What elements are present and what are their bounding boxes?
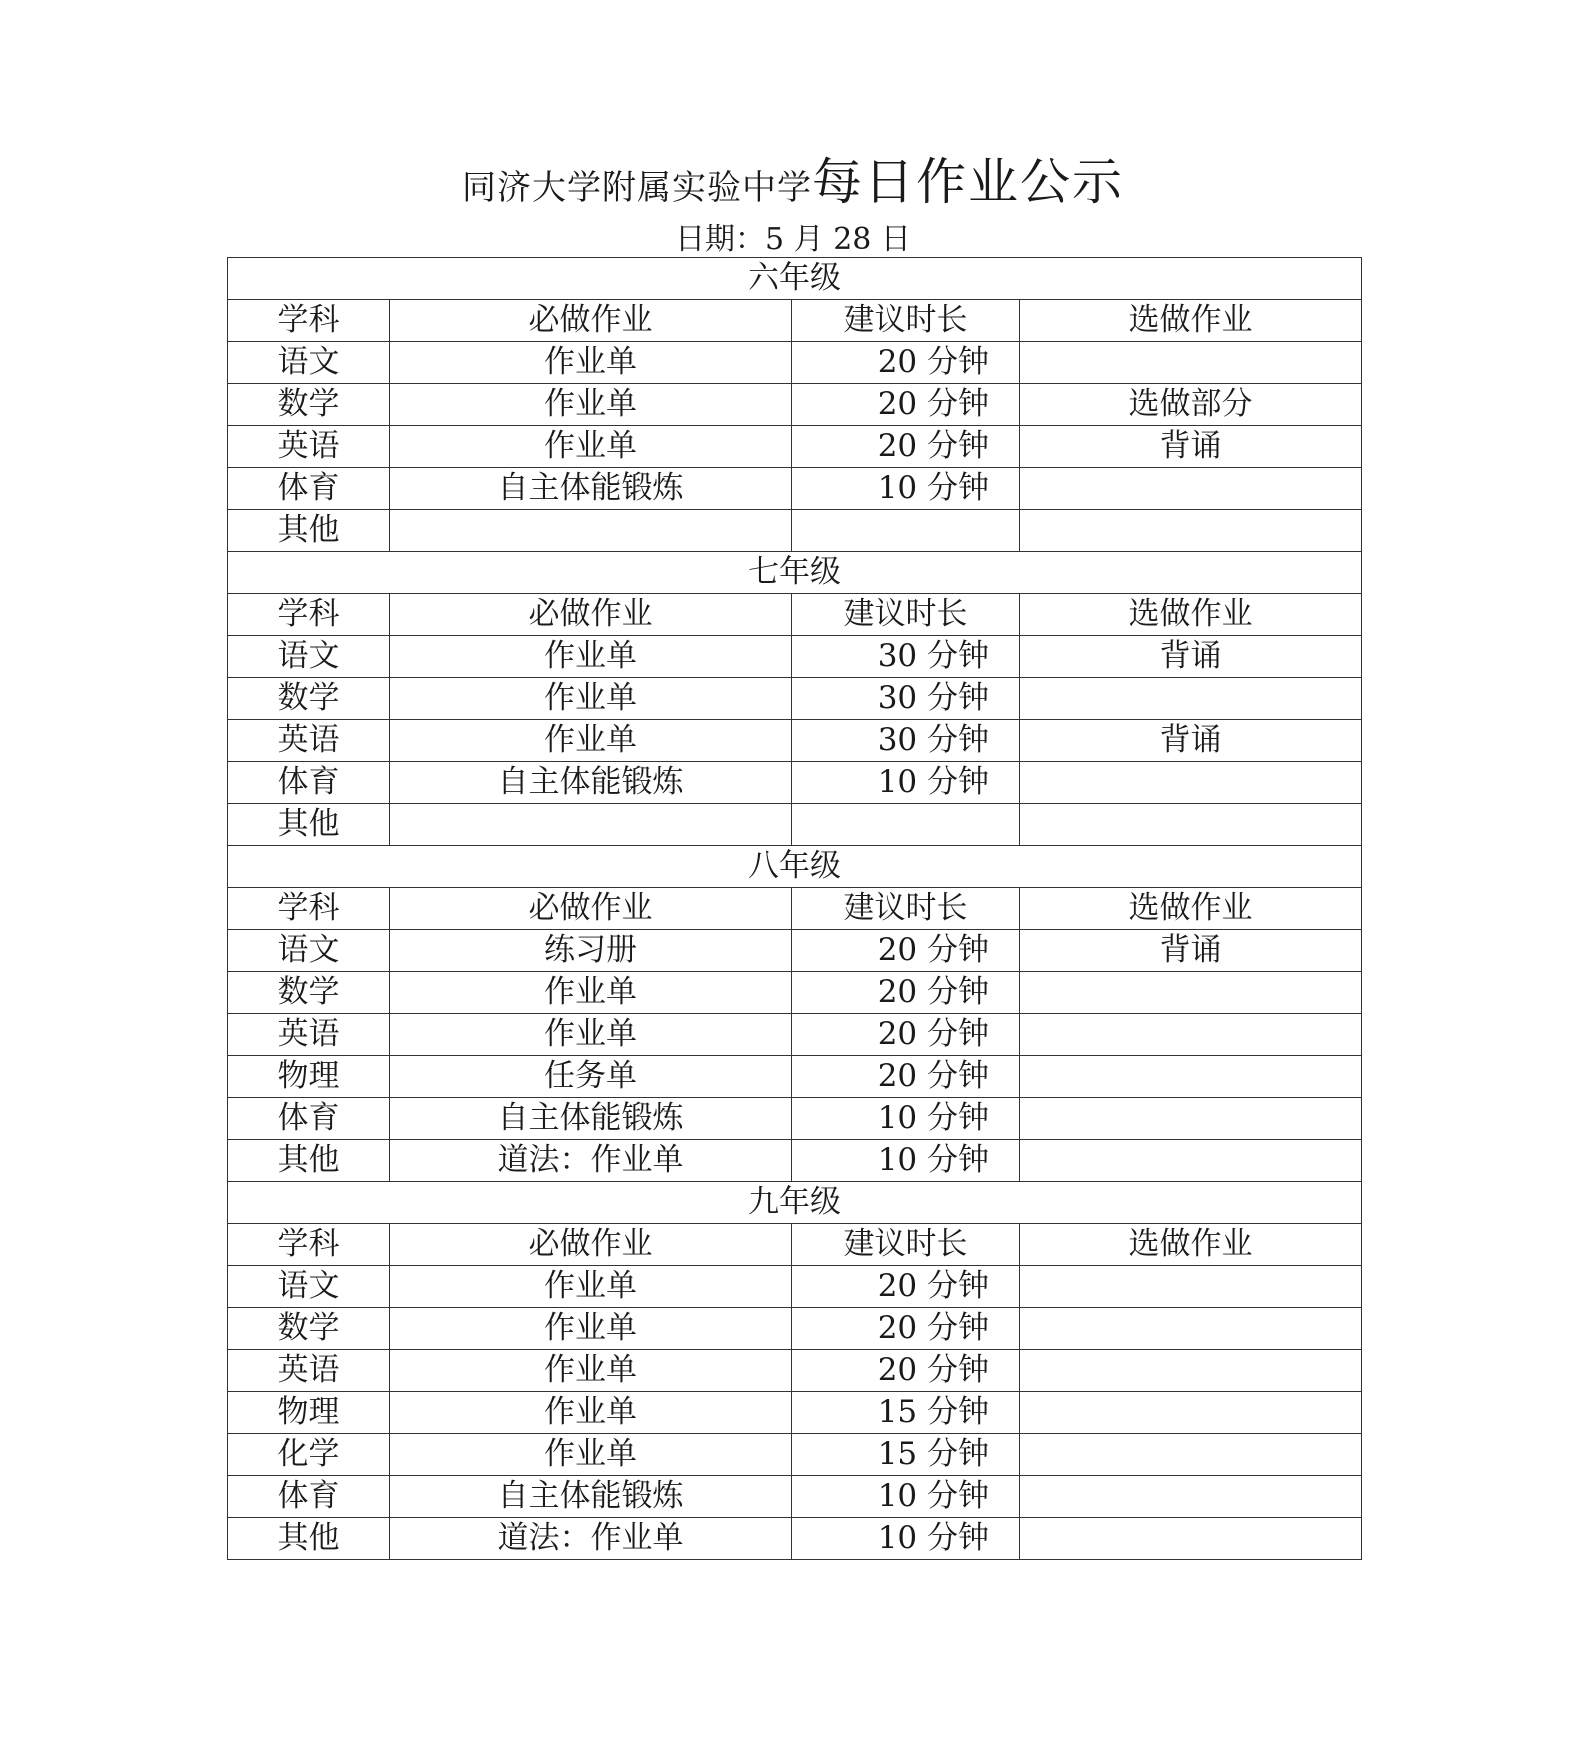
required-cell: 作业单: [390, 426, 792, 468]
grade-title: 七年级: [228, 552, 1362, 594]
optional-cell: [1020, 678, 1362, 720]
table-row: [228, 804, 1362, 846]
subject-cell: 英语: [228, 426, 390, 468]
table-row: [228, 1308, 1362, 1350]
required-cell: 作业单: [390, 1308, 792, 1350]
school-name: 同济大学附属实验中学: [462, 168, 812, 208]
duration-cell: 15 分钟: [792, 1434, 1020, 1476]
optional-cell: [1020, 1308, 1362, 1350]
duration-cell: 10 分钟: [792, 1518, 1020, 1560]
homework-table: [227, 257, 1362, 1560]
table-row: [228, 510, 1362, 552]
header-row: [228, 1224, 1362, 1266]
optional-cell: [1020, 1056, 1362, 1098]
header-row: [228, 594, 1362, 636]
table-row: [228, 1056, 1362, 1098]
table-row: [228, 468, 1362, 510]
duration-cell: 20 分钟: [792, 1308, 1020, 1350]
title-main: 每日作业公示: [812, 153, 1124, 211]
optional-cell: 选做部分: [1020, 384, 1362, 426]
table-row: [228, 342, 1362, 384]
optional-cell: 背诵: [1020, 426, 1362, 468]
header-row: [228, 300, 1362, 342]
required-cell: 自主体能锻炼: [390, 468, 792, 510]
grade-title: 九年级: [228, 1182, 1362, 1224]
duration-cell: 30 分钟: [792, 720, 1020, 762]
header-row: [228, 888, 1362, 930]
duration-cell: 10 分钟: [792, 1098, 1020, 1140]
subject-cell: 物理: [228, 1392, 390, 1434]
required-cell: 作业单: [390, 1266, 792, 1308]
duration-cell: 15 分钟: [792, 1392, 1020, 1434]
header-duration: 建议时长: [792, 594, 1020, 636]
duration-cell: 10 分钟: [792, 1140, 1020, 1182]
duration-cell: 20 分钟: [792, 1350, 1020, 1392]
required-cell: 道法：作业单: [390, 1140, 792, 1182]
table-row: [228, 1266, 1362, 1308]
optional-cell: [1020, 1476, 1362, 1518]
required-cell: 作业单: [390, 1434, 792, 1476]
duration-cell: 20 分钟: [792, 930, 1020, 972]
grade-row: [228, 846, 1362, 888]
table-row: [228, 636, 1362, 678]
duration-cell: 30 分钟: [792, 636, 1020, 678]
subject-cell: 物理: [228, 1056, 390, 1098]
required-cell: 作业单: [390, 1350, 792, 1392]
required-cell: 任务单: [390, 1056, 792, 1098]
table-row: [228, 1140, 1362, 1182]
optional-cell: [1020, 510, 1362, 552]
required-cell: 作业单: [390, 1014, 792, 1056]
optional-cell: [1020, 468, 1362, 510]
optional-cell: [1020, 1140, 1362, 1182]
table-row: [228, 384, 1362, 426]
header-required: 必做作业: [390, 1224, 792, 1266]
grade-row: [228, 1182, 1362, 1224]
duration-cell: 10 分钟: [792, 1476, 1020, 1518]
subject-cell: 语文: [228, 930, 390, 972]
required-cell: 练习册: [390, 930, 792, 972]
duration-cell: 20 分钟: [792, 1014, 1020, 1056]
table-row: [228, 1392, 1362, 1434]
header-required: 必做作业: [390, 888, 792, 930]
page-title: [0, 142, 1586, 214]
subject-cell: 体育: [228, 762, 390, 804]
optional-cell: [1020, 972, 1362, 1014]
required-cell: 作业单: [390, 384, 792, 426]
header-optional: 选做作业: [1020, 300, 1362, 342]
table-row: [228, 972, 1362, 1014]
header-duration: 建议时长: [792, 888, 1020, 930]
subject-cell: 化学: [228, 1434, 390, 1476]
optional-cell: 背诵: [1020, 930, 1362, 972]
optional-cell: [1020, 1392, 1362, 1434]
date-label: 日期：5 月 28 日: [675, 222, 911, 257]
required-cell: 作业单: [390, 678, 792, 720]
required-cell: [390, 804, 792, 846]
duration-cell: 10 分钟: [792, 762, 1020, 804]
subject-cell: 语文: [228, 1266, 390, 1308]
required-cell: 自主体能锻炼: [390, 1098, 792, 1140]
grade-title: 八年级: [228, 846, 1362, 888]
required-cell: 作业单: [390, 342, 792, 384]
grade-row: [228, 552, 1362, 594]
header-duration: 建议时长: [792, 1224, 1020, 1266]
table-row: [228, 1350, 1362, 1392]
table-row: [228, 1098, 1362, 1140]
subject-cell: 体育: [228, 1098, 390, 1140]
table-row: [228, 1014, 1362, 1056]
subject-cell: 英语: [228, 1014, 390, 1056]
header-subject: 学科: [228, 300, 390, 342]
table-row: [228, 426, 1362, 468]
optional-cell: [1020, 804, 1362, 846]
duration-cell: [792, 510, 1020, 552]
duration-cell: [792, 804, 1020, 846]
subject-cell: 体育: [228, 468, 390, 510]
optional-cell: [1020, 1266, 1362, 1308]
optional-cell: 背诵: [1020, 636, 1362, 678]
duration-cell: 20 分钟: [792, 342, 1020, 384]
required-cell: 道法：作业单: [390, 1518, 792, 1560]
required-cell: 作业单: [390, 636, 792, 678]
subject-cell: 英语: [228, 1350, 390, 1392]
subject-cell: 其他: [228, 1518, 390, 1560]
table-row: [228, 762, 1362, 804]
table-row: [228, 1518, 1362, 1560]
optional-cell: [1020, 1014, 1362, 1056]
header-optional: 选做作业: [1020, 1224, 1362, 1266]
subject-cell: 数学: [228, 972, 390, 1014]
duration-cell: 30 分钟: [792, 678, 1020, 720]
required-cell: 作业单: [390, 972, 792, 1014]
required-cell: 作业单: [390, 720, 792, 762]
table-row: [228, 930, 1362, 972]
duration-cell: 20 分钟: [792, 972, 1020, 1014]
duration-cell: 20 分钟: [792, 1056, 1020, 1098]
subject-cell: 其他: [228, 1140, 390, 1182]
optional-cell: [1020, 762, 1362, 804]
subject-cell: 数学: [228, 384, 390, 426]
header-optional: 选做作业: [1020, 888, 1362, 930]
required-cell: 自主体能锻炼: [390, 1476, 792, 1518]
duration-cell: 20 分钟: [792, 426, 1020, 468]
required-cell: [390, 510, 792, 552]
header-duration: 建议时长: [792, 300, 1020, 342]
subject-cell: 数学: [228, 678, 390, 720]
table-row: [228, 1434, 1362, 1476]
optional-cell: 背诵: [1020, 720, 1362, 762]
required-cell: 作业单: [390, 1392, 792, 1434]
table-row: [228, 678, 1362, 720]
duration-cell: 20 分钟: [792, 384, 1020, 426]
subject-cell: 其他: [228, 510, 390, 552]
header-required: 必做作业: [390, 300, 792, 342]
optional-cell: [1020, 1350, 1362, 1392]
grade-title: 六年级: [228, 258, 1362, 300]
duration-cell: 20 分钟: [792, 1266, 1020, 1308]
optional-cell: [1020, 342, 1362, 384]
required-cell: 自主体能锻炼: [390, 762, 792, 804]
header-required: 必做作业: [390, 594, 792, 636]
subject-cell: 语文: [228, 636, 390, 678]
duration-cell: 10 分钟: [792, 468, 1020, 510]
table-row: [228, 720, 1362, 762]
subject-cell: 语文: [228, 342, 390, 384]
subject-cell: 数学: [228, 1308, 390, 1350]
header-subject: 学科: [228, 1224, 390, 1266]
optional-cell: [1020, 1434, 1362, 1476]
subject-cell: 体育: [228, 1476, 390, 1518]
header-subject: 学科: [228, 594, 390, 636]
table-row: [228, 1476, 1362, 1518]
optional-cell: [1020, 1518, 1362, 1560]
optional-cell: [1020, 1098, 1362, 1140]
subject-cell: 英语: [228, 720, 390, 762]
header-optional: 选做作业: [1020, 594, 1362, 636]
grade-row: [228, 258, 1362, 300]
header-subject: 学科: [228, 888, 390, 930]
subject-cell: 其他: [228, 804, 390, 846]
